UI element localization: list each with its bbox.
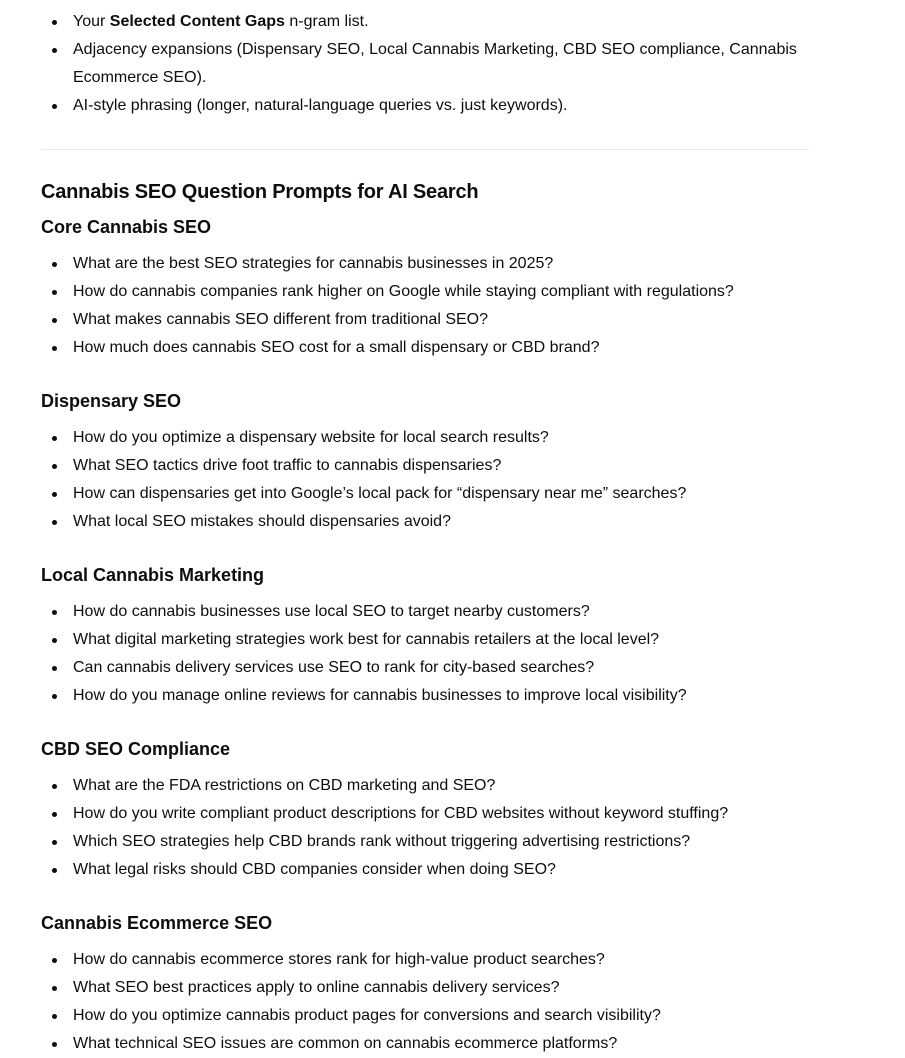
list-item bbox=[41, 1030, 811, 1058]
list-item bbox=[41, 974, 811, 1002]
list-item bbox=[41, 946, 811, 974]
question-list bbox=[41, 598, 811, 710]
question-text: What are the FDA restrictions on CBD marketing and SEO? bbox=[73, 777, 496, 794]
list-item bbox=[41, 480, 811, 508]
section-heading: Local Cannabis Marketing bbox=[41, 565, 265, 585]
question-list bbox=[41, 424, 811, 536]
question-text: What makes cannabis SEO different from traditional SEO? bbox=[73, 311, 489, 328]
bullet-icon bbox=[52, 784, 57, 789]
question-text: How do you optimize cannabis product pages for conversions and search visibility? bbox=[73, 1007, 661, 1024]
bullet-icon bbox=[52, 436, 57, 441]
bullet-icon bbox=[52, 610, 57, 615]
bullet-icon bbox=[52, 868, 57, 873]
intro-item-line2: Ecommerce SEO). bbox=[73, 69, 207, 86]
list-item bbox=[41, 278, 811, 306]
question-text: How do you optimize a dispensary website for local search results? bbox=[73, 429, 549, 446]
section-dispensary-seo bbox=[41, 386, 811, 536]
intro-item-text: AI-style phrasing (longer, natural-language queries vs. just keywords). bbox=[73, 97, 568, 114]
intro-item-bold: Selected Content Gaps bbox=[109, 13, 285, 30]
section-heading: Dispensary SEO bbox=[41, 391, 182, 411]
bullet-icon bbox=[52, 346, 57, 351]
intro-list bbox=[41, 0, 811, 120]
bullet-icon bbox=[52, 986, 57, 991]
list-item bbox=[41, 856, 811, 884]
list-item bbox=[41, 424, 811, 452]
bullet-icon bbox=[52, 1042, 57, 1047]
section-cbd-seo-compliance bbox=[41, 734, 811, 884]
list-item bbox=[41, 626, 811, 654]
question-text: What legal risks should CBD companies consider when doing SEO? bbox=[73, 861, 556, 878]
question-list bbox=[41, 772, 811, 884]
list-item bbox=[41, 508, 811, 536]
bullet-icon bbox=[52, 694, 57, 699]
intro-item-suffix: n-gram list. bbox=[284, 13, 369, 30]
list-item bbox=[41, 800, 811, 828]
section-heading: CBD SEO Compliance bbox=[41, 739, 231, 759]
question-text: How do cannabis businesses use local SEO to target nearby customers? bbox=[73, 603, 590, 620]
list-item bbox=[41, 598, 811, 626]
list-item bbox=[41, 828, 811, 856]
question-text: What local SEO mistakes should dispensaries avoid? bbox=[73, 513, 451, 530]
section-cannabis-ecommerce-seo bbox=[41, 908, 811, 1058]
bullet-icon bbox=[52, 290, 57, 295]
question-text: How much does cannabis SEO cost for a small dispensary or CBD brand? bbox=[73, 339, 600, 356]
question-text: Can cannabis delivery services use SEO to rank for city-based searches? bbox=[73, 659, 595, 676]
list-item bbox=[41, 36, 811, 92]
question-text: How do cannabis ecommerce stores rank for high-value product searches? bbox=[73, 951, 605, 968]
list-item bbox=[41, 654, 811, 682]
bullet-icon bbox=[52, 1014, 57, 1019]
bullet-icon bbox=[52, 812, 57, 817]
list-item bbox=[41, 8, 811, 36]
question-text: What SEO best practices apply to online cannabis delivery services? bbox=[73, 979, 560, 996]
bullet-icon bbox=[52, 464, 57, 469]
bullet-icon bbox=[52, 638, 57, 643]
question-list bbox=[41, 946, 811, 1058]
question-text: What are the best SEO strategies for cannabis businesses in 2025? bbox=[73, 255, 554, 272]
main-heading: Cannabis SEO Question Prompts for AI Search bbox=[41, 181, 479, 203]
question-text: What digital marketing strategies work best for cannabis retailers at the local level? bbox=[73, 631, 660, 648]
bullet-icon bbox=[52, 20, 57, 25]
question-text: What technical SEO issues are common on cannabis ecommerce platforms? bbox=[73, 1035, 618, 1052]
question-text: How do you write compliant product descriptions for CBD websites without keyword stuffing? bbox=[73, 805, 729, 822]
section-heading: Cannabis Ecommerce SEO bbox=[41, 913, 273, 933]
bullet-icon bbox=[52, 318, 57, 323]
bullet-icon bbox=[52, 492, 57, 497]
list-item bbox=[41, 452, 811, 480]
list-item bbox=[41, 306, 811, 334]
bullet-icon bbox=[52, 104, 57, 109]
list-item bbox=[41, 1002, 811, 1030]
list-item bbox=[41, 92, 811, 120]
bullet-icon bbox=[52, 840, 57, 845]
list-item bbox=[41, 682, 811, 710]
bullet-icon bbox=[52, 520, 57, 525]
section-heading: Core Cannabis SEO bbox=[41, 217, 212, 237]
bullet-icon bbox=[52, 666, 57, 671]
section-core-cannabis-seo bbox=[41, 212, 811, 362]
question-text: Which SEO strategies help CBD brands rank without triggering advertising restrictions? bbox=[73, 833, 691, 850]
intro-item-line1: Adjacency expansions (Dispensary SEO, Local Cannabis Marketing, CBD SEO compliance, Cannabis bbox=[73, 41, 797, 58]
list-item bbox=[41, 250, 811, 278]
question-text: How can dispensaries get into Google’s local pack for “dispensary near me” searches? bbox=[73, 485, 687, 502]
section-local-cannabis-marketing bbox=[41, 560, 811, 710]
bullet-icon bbox=[52, 262, 57, 267]
question-list bbox=[41, 250, 811, 362]
question-text: How do cannabis companies rank higher on Google while staying compliant with regulations? bbox=[73, 283, 734, 300]
list-item bbox=[41, 334, 811, 362]
bullet-icon bbox=[52, 48, 57, 53]
question-text: What SEO tactics drive foot traffic to cannabis dispensaries? bbox=[73, 457, 502, 474]
question-text: How do you manage online reviews for cannabis businesses to improve local visibility? bbox=[73, 687, 687, 704]
intro-item-prefix: Your bbox=[73, 13, 110, 30]
bullet-icon bbox=[52, 958, 57, 963]
list-item bbox=[41, 772, 811, 800]
